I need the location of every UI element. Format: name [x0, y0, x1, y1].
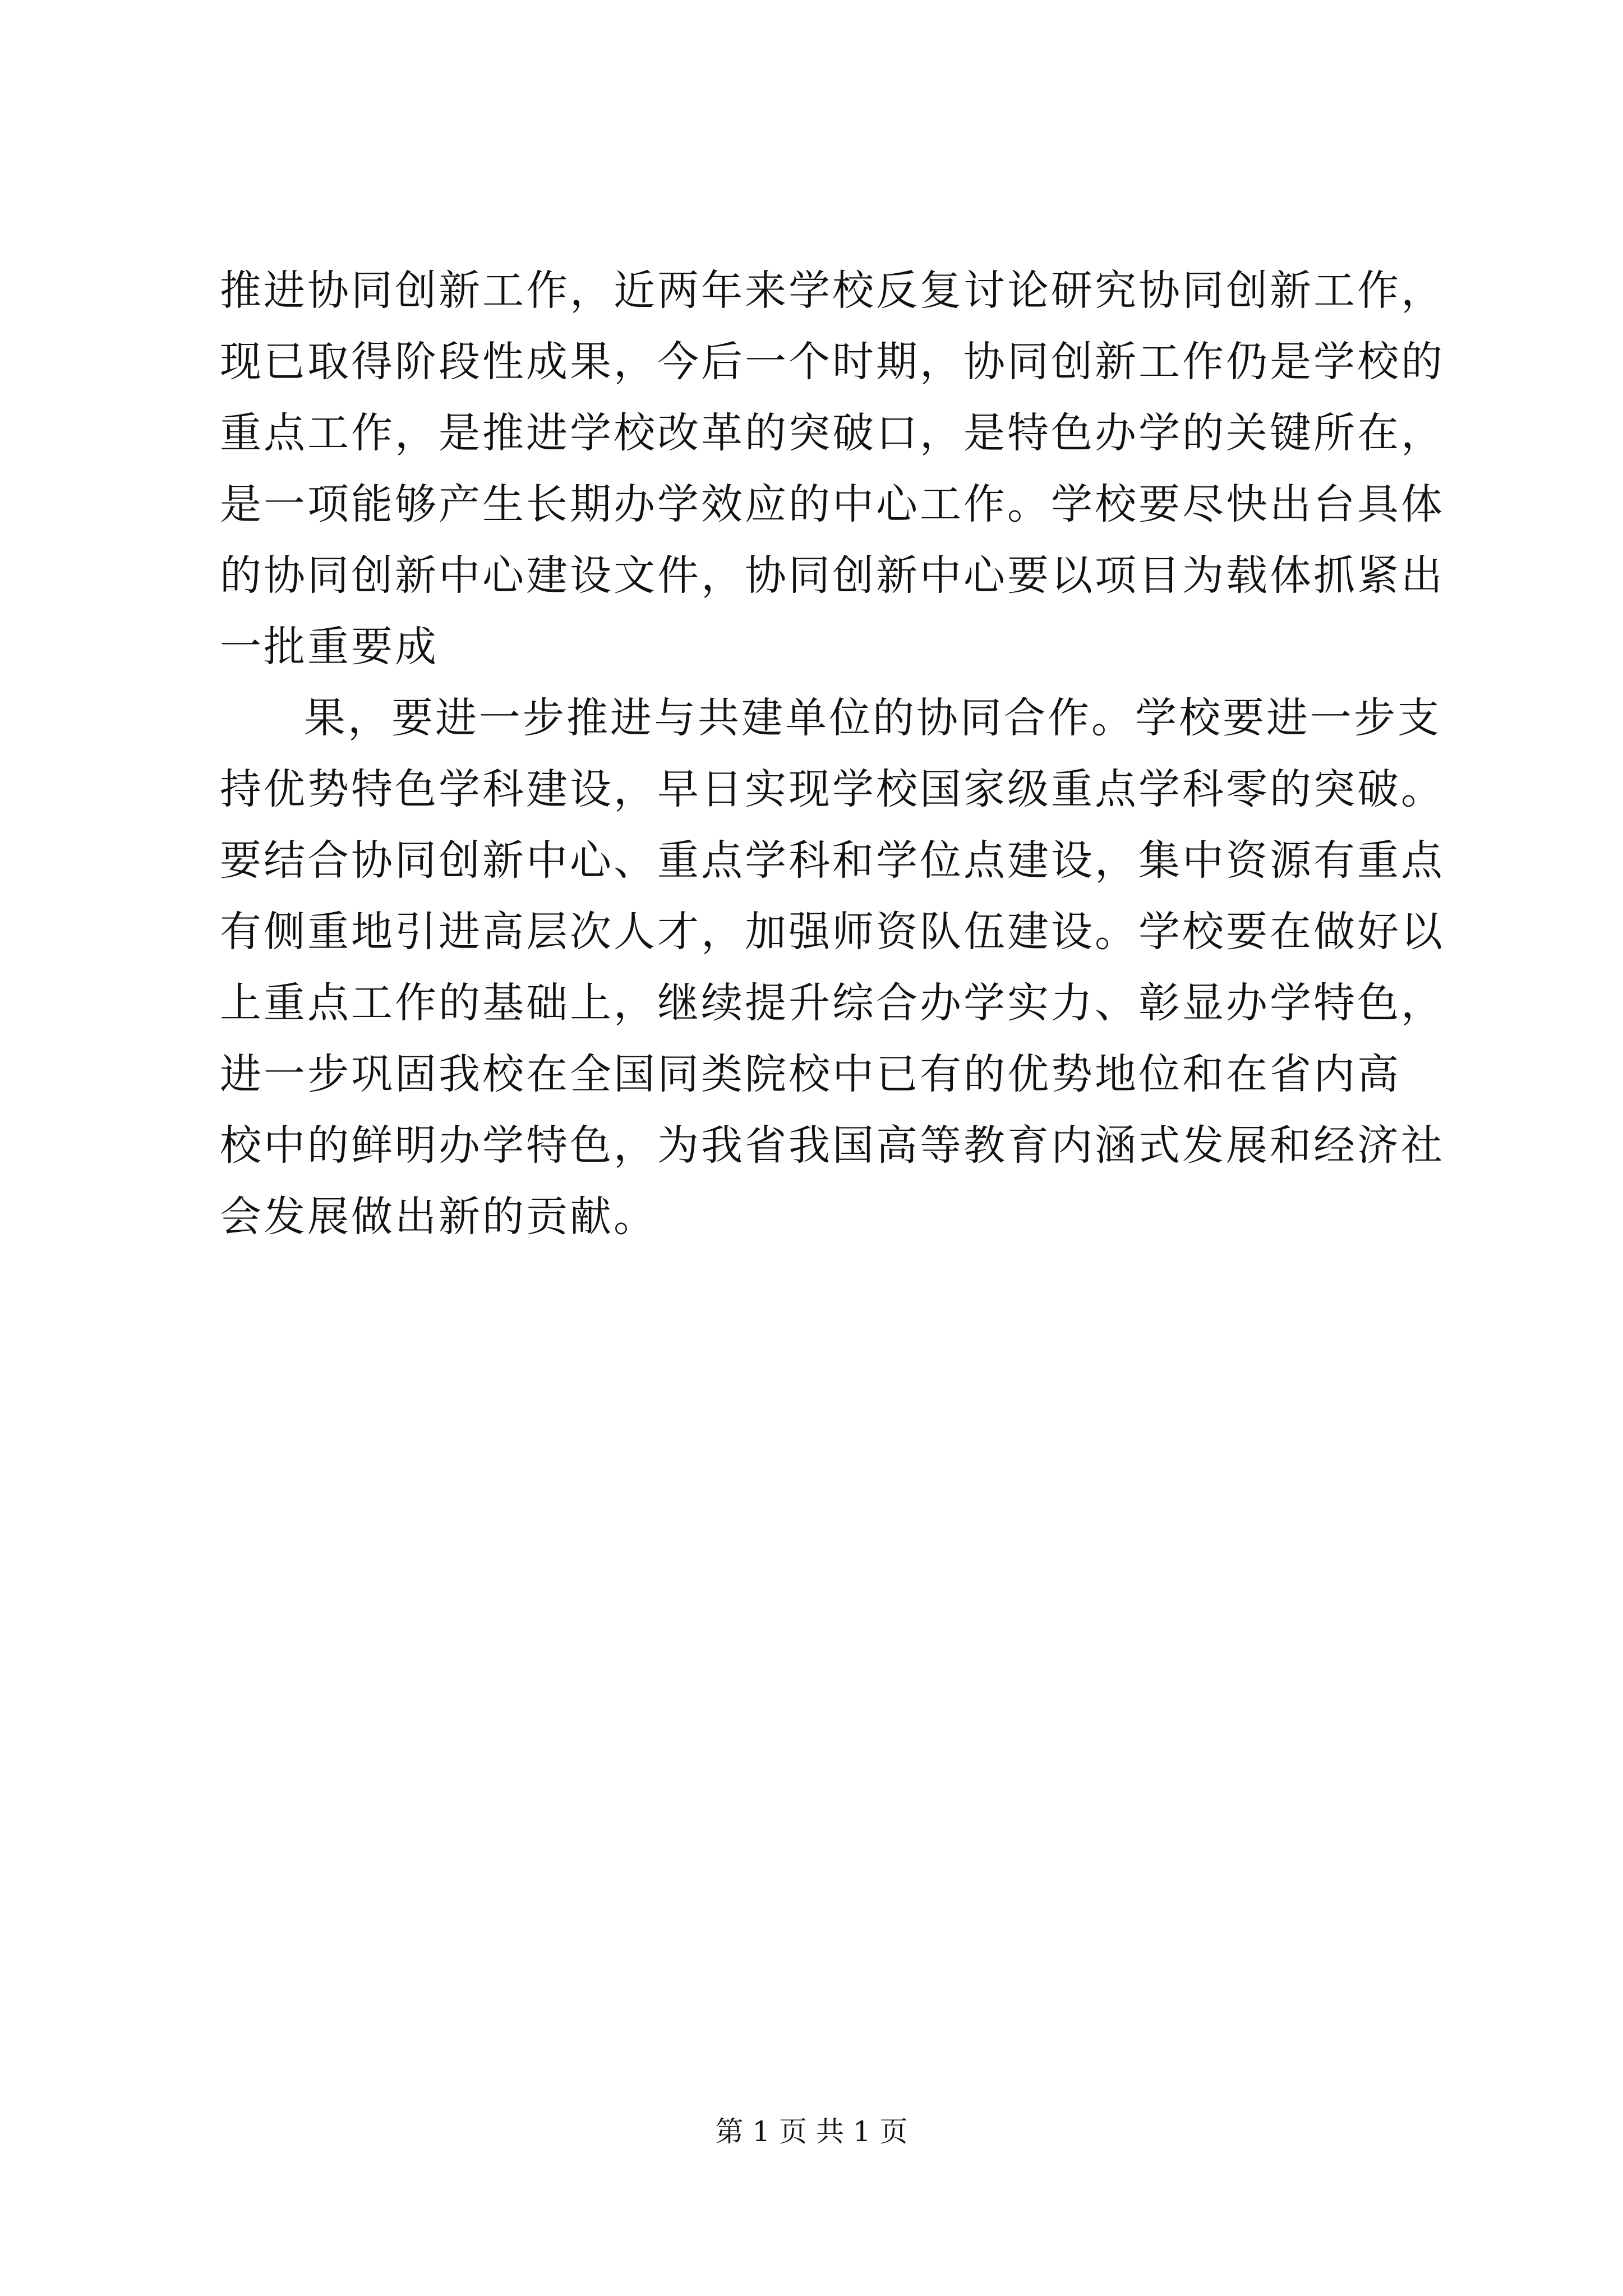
text-line: 会发展做出新的贡献。 [220, 1193, 657, 1241]
document-body [220, 255, 1445, 1253]
text-line: 推进协同创新工作，近两年来学校反复讨论研究协同创新工作， [220, 266, 1445, 315]
paragraph-2 [220, 683, 1445, 1253]
text-line: 进一步巩固我校在全国同类院校中已有的优势地位和在省内高 [220, 1050, 1401, 1098]
text-line: 重点工作，是推进学校改革的突破口，是特色办学的关键所在， [220, 409, 1445, 457]
text-line: 校中的鲜明办学特色，为我省我国高等教育内涵式发展和经济社 [220, 1121, 1445, 1170]
text-line: 的协同创新中心建设文件，协同创新中心要以项目为载体抓紧出 [220, 551, 1445, 600]
paragraph-1 [220, 255, 1445, 683]
text-line: 是一项能够产生长期办学效应的中心工作。学校要尽快出台具体 [220, 480, 1445, 528]
page-number-footer: 第 1 页 共 1 页 [715, 2115, 908, 2148]
text-line: 一批重要成 [220, 623, 439, 671]
text-line: 现已取得阶段性成果，今后一个时期，协同创新工作仍是学校的 [220, 338, 1445, 386]
text-line: 持优势特色学科建设，早日实现学校国家级重点学科零的突破。 [220, 765, 1445, 813]
text-line: 有侧重地引进高层次人才，加强师资队伍建设。学校要在做好以 [220, 908, 1445, 956]
text-line: 要结合协同创新中心、重点学科和学位点建设，集中资源有重点 [220, 836, 1445, 885]
text-line: 果，要进一步推进与共建单位的协同合作。学校要进一步支 [304, 694, 1441, 742]
text-line: 上重点工作的基础上，继续提升综合办学实力、彰显办学特色， [220, 979, 1445, 1027]
